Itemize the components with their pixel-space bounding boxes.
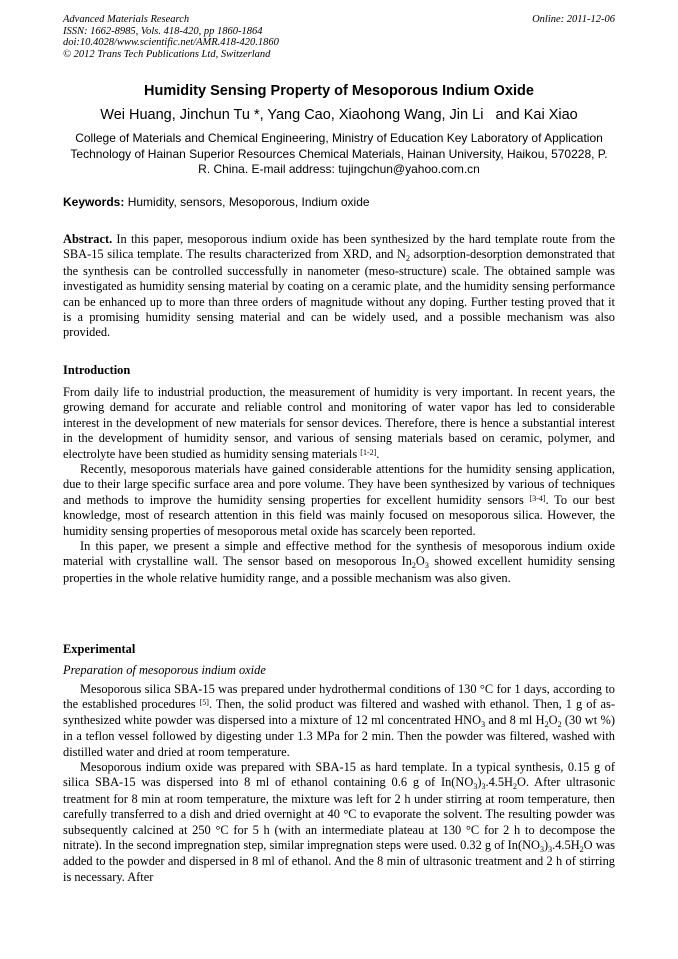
citation: [1-2] xyxy=(360,447,377,457)
affiliation: College of Materials and Chemical Engineering, Ministry of Education Key Laboratory of Application Technology of Hainan Superior Resources Chemical Materials, Hainan University, Haikou, 570228, P. R. China. E-mail address: tujingchun@yahoo.com.cn xyxy=(70,131,608,176)
paragraph: In this paper, we present a simple and effective method for the synthesis of mesoporous indium oxide material with crystalline wall. The sensor based on mesoporous $In_2O_3$ showed excellent humidity sensing properties in the whole relative humidity range, and a possible mechanism was also given. xyxy=(63,539,615,585)
journal-name: Advanced Materials Research xyxy=(63,14,190,25)
introduction-body xyxy=(63,385,615,586)
citation: [3-4] xyxy=(529,493,546,503)
doi-line: doi:10.4028/www.scientific.net/AMR.418-420.1860 xyxy=(63,37,279,48)
copyright-line: © 2012 Trans Tech Publications Ltd, Switzerland xyxy=(63,48,271,60)
online-date: Online: 2011-12-06 xyxy=(532,14,615,25)
subscript: 2 xyxy=(405,254,410,264)
author-list: Wei Huang, Jinchun Tu *, Yang Cao, Xiaohong Wang, Jin Li and Kai Xiao xyxy=(100,107,578,123)
keywords-label: Keywords: xyxy=(63,195,125,209)
abstract-text: In this paper, mesoporous indium oxide has been synthesized by the hard template route from the SBA-15 silica template. The results characterized from XRD, and N xyxy=(63,232,615,262)
paper-title: Humidity Sensing Property of Mesoporous Indium Oxide xyxy=(144,83,534,99)
keywords xyxy=(63,195,615,209)
issn-line: ISSN: 1662-8985, Vols. 418-420, pp 1860-1864 xyxy=(63,25,263,37)
paragraph: Mesoporous indium oxide was prepared with SBA-15 as hard template. In a typical synthesis, 0.15 g of silica SBA-15 was dispersed into 8 ml of ethanol containing 0.6 g of $In(NO_3)_3.4.5H_2O$. After ultrasonic treatment for 8 min at room temperature, the mixture was left for 2 h under stirring at room temperature, then carefully transferred to a dish and dried overnight at 40 °C to evaporate the solvent. The resulting powder was subsequently calcined at 250 °C for 5 h (with an intermediate plateau at 130 °C for 2 h to decompose the nitrate). In the second impregnation step, similar impregnation steps were used. 0.32 g of $In(NO_3)_3.4.5H_2O$ was added to the powder and dispersed in 8 ml of ethanol. And the 8 min of ultrasonic treatment and 2 h of stirring is necessary. After xyxy=(63,760,615,884)
paragraph: Mesoporous silica SBA-15 was prepared under hydrothermal conditions of 130 °C for 1 days, according to the established procedures [5]. Then, the solid product was filtered and washed with ethanol. Then, 1 g of as-synthesized white powder was dispersed into a mixture of 12 ml concentrated $HNO_3$ and 8 ml $H_2O_2$ (30 wt %) in a teflon vessel followed by digesting under 1.3 MPa for 2 min. Then the powder was filtered, washed with distilled water and dried at room temperature. xyxy=(63,682,615,759)
journal-header xyxy=(63,14,615,60)
paragraph: From daily life to industrial production, the measurement of humidity is very important. In recent years, the growing demand for accurate and reliable control and monitoring of water vapor has led to considerable interest in the development of new materials for sensor devices. Therefore, there is hence a substantial interest in the development of humidity sensor, and various of sensing materials based on ceramic, polymer, and electrolyte have been studied as humidity sensing materials [1-2]. xyxy=(63,385,615,461)
citation: [5] xyxy=(199,698,209,708)
keywords-text: Humidity, sensors, Mesoporous, Indium oxide xyxy=(124,195,370,209)
abstract xyxy=(63,232,615,341)
abstract-text: adsorption-desorption demonstrated that the synthesis can be controlled successfully in nanometer (meso-structure) scale. The obtained sample was investigated as humidity sensing material by coating on a ceramic plate, and the humidity sensing performance can be enhanced up to more than three orders of magnitude without any doping. Further testing proved that it is a promising humidity sensing material and can be widely used, and a possible mechanism was also provided. xyxy=(63,247,615,340)
experimental-subheading: Preparation of mesoporous indium oxide xyxy=(63,663,266,677)
paragraph: Recently, mesoporous materials have gained considerable attentions for the humidity sensing application, due to their large specific surface area and pore volume. They have been synthesized by various of techniques and methods to improve the humidity sensing properties for excellent humidity sensors [3-4]. To our best knowledge, most of research attention in this field was mainly focused on mesoporous silica. However, the humidity sensing properties of mesoporous metal oxide has scarcely been reported. xyxy=(63,462,615,538)
introduction-heading: Introduction xyxy=(63,363,131,377)
experimental-heading: Experimental xyxy=(63,642,136,656)
abstract-label: Abstract. xyxy=(63,232,113,246)
experimental-body xyxy=(63,682,615,885)
